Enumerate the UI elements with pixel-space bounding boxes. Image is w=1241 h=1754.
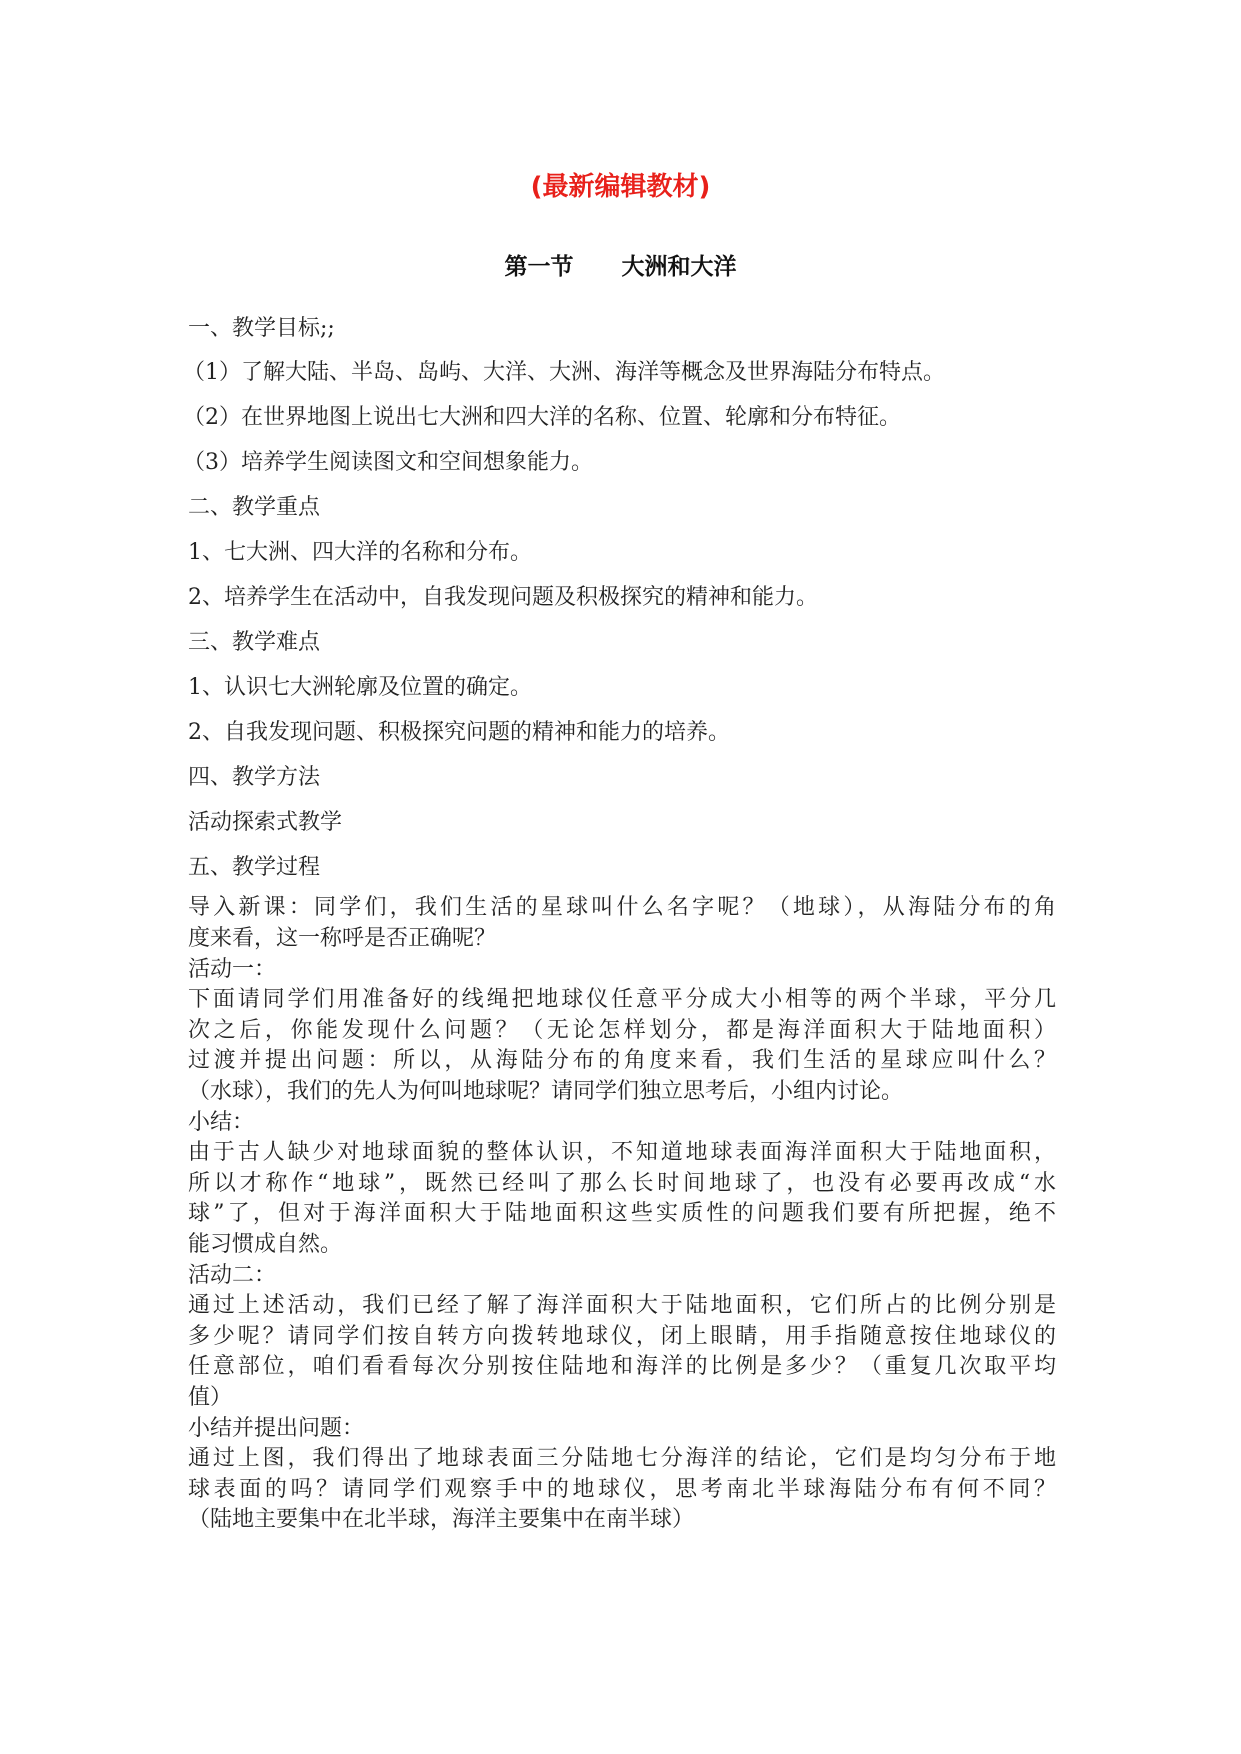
text-line: 能习惯成自然。 bbox=[188, 1231, 343, 1257]
summary2-label: 小结并提出问题： bbox=[188, 1416, 365, 1441]
text-line: 通过上图，我们得出了地球表面三分陆地七分海洋的结论，它们是均匀分布于地 bbox=[188, 1446, 1056, 1471]
summary1-label: 小结： bbox=[188, 1110, 255, 1135]
text-line: 下面请同学们用准备好的线绳把地球仪任意平分成大小相等的两个半球，平分几 bbox=[188, 987, 1056, 1012]
summary1-paragraph bbox=[188, 1138, 1056, 1260]
text-line: 任意部位，咱们看看每次分别按住陆地和海洋的比例是多少？（重复几次取平均 bbox=[188, 1354, 1056, 1379]
objective-item: （1）了解大陆、半岛、岛屿、大洋、大洲、海洋等概念及世界海陆分布特点。 bbox=[183, 360, 945, 385]
key-point-item: 2、培养学生在活动中，自我发现问题及积极探究的精神和能力。 bbox=[188, 585, 818, 610]
methods-text: 活动探索式教学 bbox=[188, 810, 343, 835]
process-heading: 五、教学过程 bbox=[188, 855, 321, 880]
difficulty-item: 1、认识七大洲轮廓及位置的确定。 bbox=[188, 675, 532, 700]
text-line: 所以才称作“地球”，既然已经叫了那么长时间地球了，也没有必要再改成“水 bbox=[188, 1170, 1056, 1196]
summary2-paragraph bbox=[188, 1444, 1056, 1536]
text-line: 值） bbox=[188, 1384, 233, 1410]
text-line: （陆地主要集中在北半球，海洋主要集中在南半球） bbox=[188, 1507, 695, 1532]
objective-item: （3）培养学生阅读图文和空间想象能力。 bbox=[183, 450, 593, 475]
activity2-paragraph bbox=[188, 1291, 1056, 1413]
key-points-heading: 二、教学重点 bbox=[188, 495, 321, 520]
intro-paragraph bbox=[188, 893, 1056, 954]
text-line: 球表面的吗？请同学们观察手中的地球仪，思考南北半球海陆分布有何不同？ bbox=[188, 1476, 1056, 1502]
activity1-paragraph bbox=[188, 985, 1056, 1107]
activity1-label: 活动一： bbox=[188, 957, 277, 982]
text-line: 由于古人缺少对地球面貌的整体认识，不知道地球表面海洋面积大于陆地面积， bbox=[188, 1140, 1056, 1165]
edition-label: (最新编辑教材) bbox=[530, 172, 711, 202]
text-line: 过渡并提出问题：所以，从海陆分布的角度来看，我们生活的星球应叫什么？ bbox=[188, 1048, 1056, 1073]
activity2-label: 活动二： bbox=[188, 1263, 277, 1288]
text-line: 通过上述活动，我们已经了解了海洋面积大于陆地面积，它们所占的比例分别是 bbox=[188, 1293, 1056, 1318]
text-line: （水球），我们的先人为何叫地球呢？请同学们独立思考后，小组内讨论。 bbox=[188, 1078, 904, 1104]
text-line: 度来看，这一称呼是否正确呢？ bbox=[188, 925, 497, 951]
text-line: 多少呢？请同学们按自转方向拨转地球仪，闭上眼睛，用手指随意按住地球仪的 bbox=[188, 1323, 1056, 1349]
methods-heading: 四、教学方法 bbox=[188, 765, 321, 790]
difficulty-item: 2、自我发现问题、积极探究问题的精神和能力的培养。 bbox=[188, 720, 730, 745]
difficulties-heading: 三、教学难点 bbox=[188, 630, 321, 655]
text-line: 导入新课：同学们，我们生活的星球叫什么名字呢？（地球），从海陆分布的角 bbox=[188, 895, 1056, 920]
text-line: 次之后，你能发现什么问题？（无论怎样划分，都是海洋面积大于陆地面积） bbox=[188, 1017, 1056, 1043]
objectives-heading: 一、教学目标;; bbox=[188, 316, 335, 341]
objective-item: （2）在世界地图上说出七大洲和四大洋的名称、位置、轮廓和分布特征。 bbox=[183, 405, 901, 430]
section-title: 第一节 大洲和大洋 bbox=[504, 254, 737, 280]
key-point-item: 1、七大洲、四大洋的名称和分布。 bbox=[188, 540, 532, 565]
text-line: 球”了，但对于海洋面积大于陆地面积这些实质性的问题我们要有所把握，绝不 bbox=[188, 1201, 1056, 1226]
